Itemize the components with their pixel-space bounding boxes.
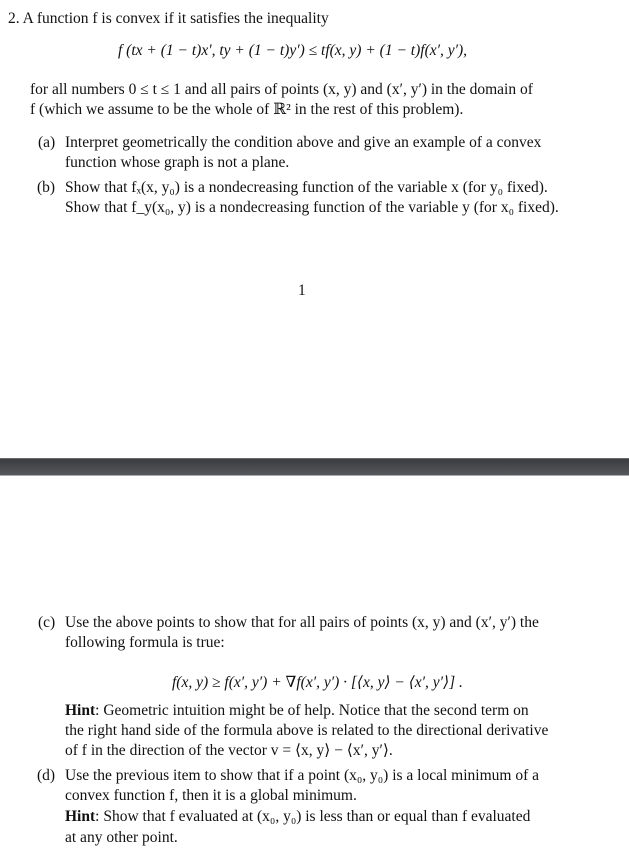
condition-line-2: f (which we assume to be the whole of ℝ² in the rest of this problem).: [30, 101, 464, 118]
hint-d-line-2: at any other point.: [65, 829, 178, 846]
problem-intro: 2. A function f is convex if it satisfies the inequality: [8, 10, 329, 27]
part-c-label: (c): [38, 614, 56, 631]
hint-c-line-3: of f in the direction of the vector v = ⟨x, y⟩ − ⟨x′, y′⟩.: [65, 742, 393, 759]
part-d-label: (d): [37, 767, 56, 784]
page-separator: [0, 458, 629, 476]
part-a-line-1: Interpret geometrically the condition above and give an example of a convex: [65, 134, 542, 151]
part-d-line-1: Use the previous item to show that if a point (x₀, y₀) is a local minimum of a: [65, 767, 539, 784]
hint-c-line-2: the right hand side of the formula above is related to the directional derivative: [65, 722, 549, 739]
part-b-label: (b): [37, 179, 56, 196]
hint-d-text: : Show that f evaluated at (x₀, y₀) is less than or equal than f evaluated: [95, 808, 531, 825]
part-a-label: (a): [38, 134, 56, 151]
part-b-line-2: Show that f_y(x₀, y) is a nondecreasing function of the variable y (for x₀ fixed).: [65, 199, 559, 216]
page-number: 1: [298, 282, 306, 299]
part-b-line-1: Show that fₓ(x, y₀) is a nondecreasing function of the variable x (for y₀ fixed).: [65, 179, 548, 196]
condition-line-1: for all numbers 0 ≤ t ≤ 1 and all pairs of points (x, y) and (x′, y′) in the domain of: [30, 81, 533, 98]
part-c-line-1: Use the above points to show that for all pairs of points (x, y) and (x′, y′) the: [65, 614, 539, 631]
hint-c-label: Hint: [65, 702, 96, 719]
part-c-line-2: following formula is true:: [65, 634, 225, 651]
hint-d-label: Hint: [65, 808, 96, 825]
part-a-line-2: function whose graph is not a plane.: [65, 154, 290, 171]
hint-c-text: : Geometric intuition might be of help. Notice that the second term on: [95, 702, 529, 719]
part-d-line-2: convex function f, then it is a global minimum.: [65, 787, 357, 804]
gradient-formula: f(x, y) ≥ f(x′, y′) + ∇f(x′, y′) · [⟨x, y⟩ − ⟨x′, y′⟩] .: [172, 674, 463, 691]
hint-c-line-1: [65, 701, 529, 721]
hint-d-line-1: [65, 807, 530, 827]
convexity-inequality: f (tx + (1 − t)x′, ty + (1 − t)y′) ≤ tf(x, y) + (1 − t)f(x′, y′),: [118, 42, 468, 59]
